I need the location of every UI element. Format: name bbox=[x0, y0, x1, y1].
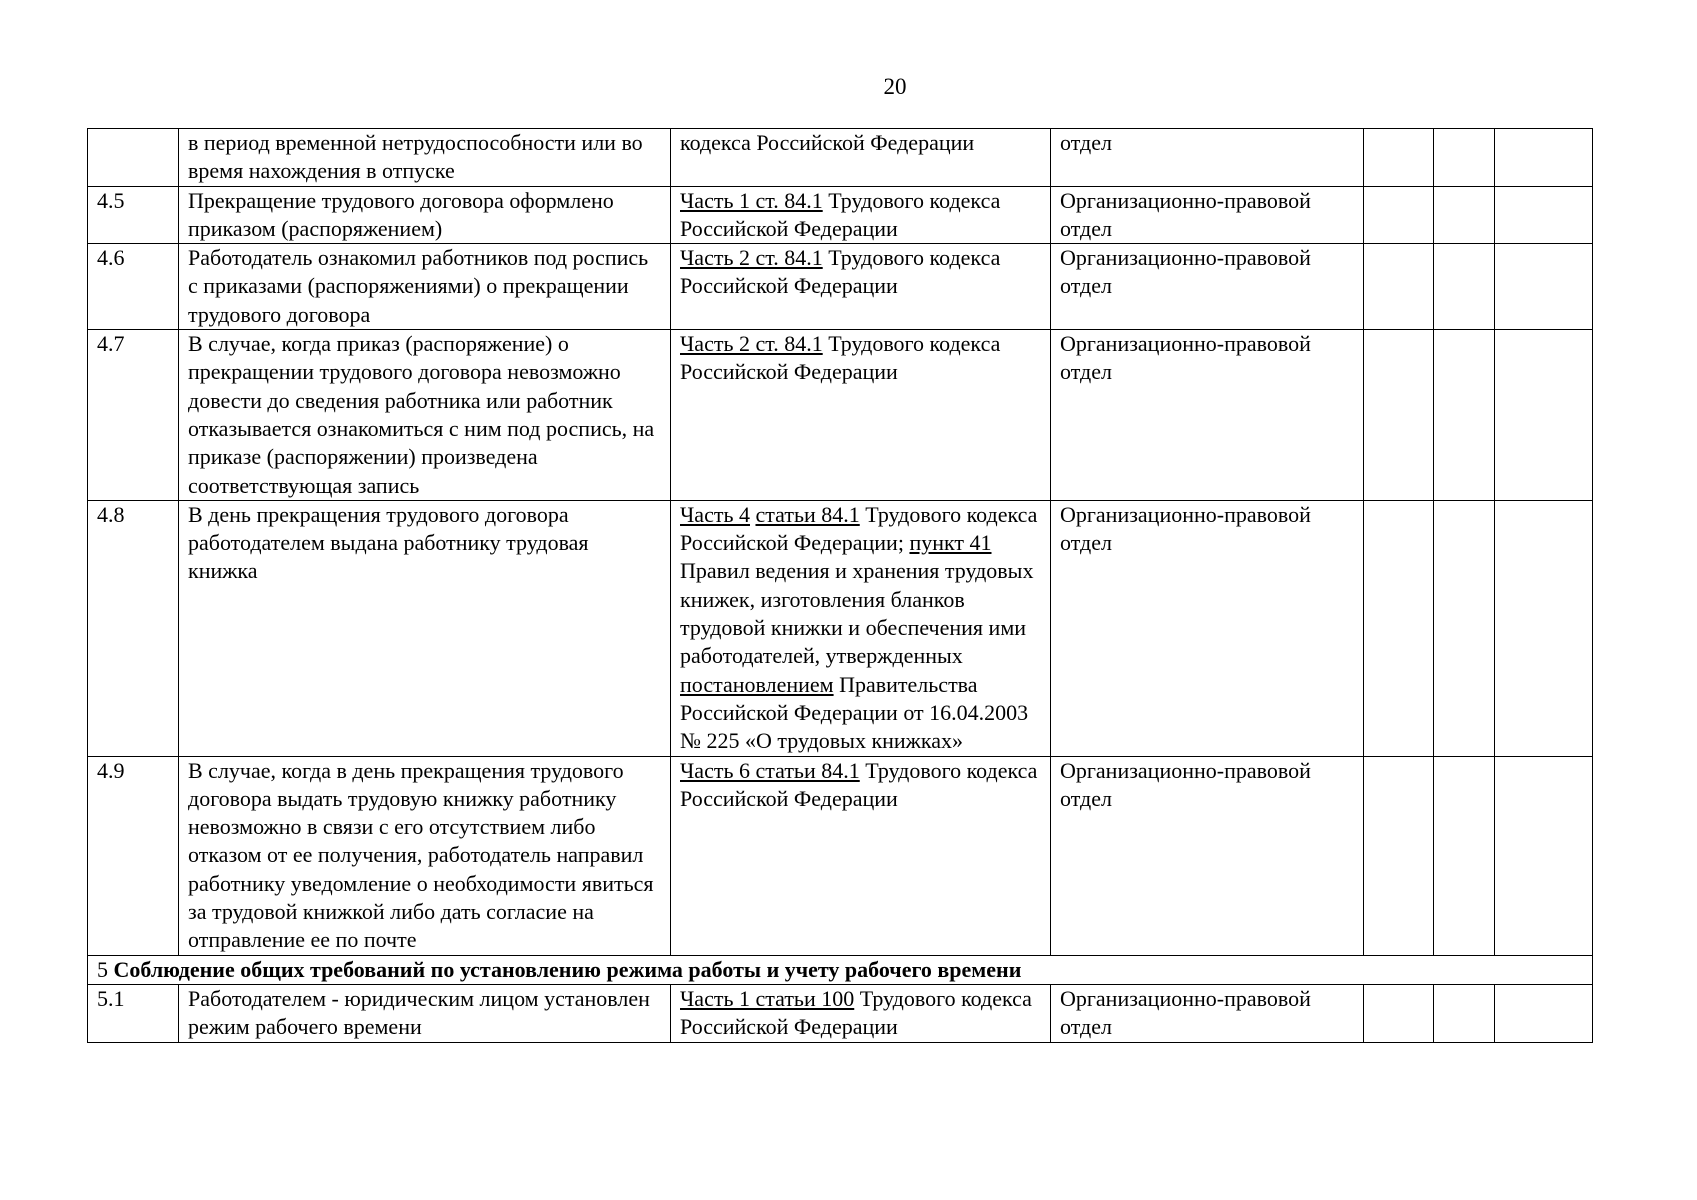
responsible-unit-cell: Организационно-правовой отдел bbox=[1051, 244, 1364, 330]
check-no-cell bbox=[1434, 330, 1495, 501]
requirement-cell: Прекращение трудового договора оформлено приказом (распоряжением) bbox=[179, 186, 671, 244]
note-cell bbox=[1495, 500, 1593, 756]
legal-basis-text: Трудового кодекса Российской Федерации; bbox=[680, 501, 1038, 556]
check-yes-cell bbox=[1364, 186, 1434, 244]
requirement-cell: Работодателем - юридическим лицом установлен режим рабочего времени bbox=[179, 984, 671, 1042]
section-heading bbox=[88, 955, 1593, 984]
requirement-cell: В день прекращения трудового договора работодателем выдана работнику трудовая книжка bbox=[179, 500, 671, 756]
item-number-cell: 4.8 bbox=[88, 500, 179, 756]
table-row bbox=[88, 129, 1593, 187]
table-row bbox=[88, 330, 1593, 501]
check-yes-cell bbox=[1364, 129, 1434, 187]
legal-basis-cell bbox=[671, 984, 1051, 1042]
requirement-cell: В случае, когда в день прекращения трудового договора выдать трудовую книжку работнику невозможно в связи с его отсутствием либо отказом от ее получения, работодатель направил работнику уведомление о необходимости явиться за трудовой книжкой либо дать согласие на отправление ее по почте bbox=[179, 756, 671, 955]
requirement-cell: Работодатель ознакомил работников под роспись с приказами (распоряжениями) о прекращении трудового договора bbox=[179, 244, 671, 330]
legal-reference-link: Часть 1 статьи 100 bbox=[680, 985, 855, 1011]
section-title: Соблюдение общих требований по установлению режима работы и учету рабочего времени bbox=[113, 956, 1022, 982]
note-cell bbox=[1495, 186, 1593, 244]
item-number-cell: 4.7 bbox=[88, 330, 179, 501]
table-row bbox=[88, 500, 1593, 756]
legal-basis-text: Правительства Российской Федерации от 16.04.2003 № 225 «О трудовых книжках» bbox=[680, 671, 1029, 754]
check-yes-cell bbox=[1364, 500, 1434, 756]
note-cell bbox=[1495, 330, 1593, 501]
requirement-cell: В случае, когда приказ (распоряжение) о прекращении трудового договора невозможно довести до сведения работника или работник отказывается ознакомиться с ним под роспись, на приказе (распоряжении) произведена соответствующая запись bbox=[179, 330, 671, 501]
responsible-unit-cell: Организационно-правовой отдел bbox=[1051, 330, 1364, 501]
requirement-cell: в период временной нетрудоспособности или во время нахождения в отпуске bbox=[179, 129, 671, 187]
section-row bbox=[88, 955, 1593, 984]
responsible-unit-cell: Организационно-правовой отдел bbox=[1051, 186, 1364, 244]
responsible-unit-cell: Организационно-правовой отдел bbox=[1051, 500, 1364, 756]
legal-basis-cell bbox=[671, 330, 1051, 501]
check-yes-cell bbox=[1364, 984, 1434, 1042]
item-number-cell: 4.9 bbox=[88, 756, 179, 955]
legal-basis-cell bbox=[671, 500, 1051, 756]
check-no-cell bbox=[1434, 500, 1495, 756]
legal-reference-link: статьи 84.1 bbox=[755, 501, 860, 527]
responsible-unit-cell: Организационно-правовой отдел bbox=[1051, 984, 1364, 1042]
table-row bbox=[88, 186, 1593, 244]
section-number: 5 bbox=[97, 956, 108, 982]
note-cell bbox=[1495, 129, 1593, 187]
legal-reference-link: Часть 6 статьи 84.1 bbox=[680, 757, 860, 783]
responsible-unit-cell: отдел bbox=[1051, 129, 1364, 187]
table-row bbox=[88, 756, 1593, 955]
legal-basis-text: Правил ведения и хранения трудовых книжек, изготовления бланков трудовой книжки и обеспечения ими работодателей, утвержденных bbox=[680, 558, 1034, 669]
item-number-cell bbox=[88, 129, 179, 187]
check-no-cell bbox=[1434, 984, 1495, 1042]
check-yes-cell bbox=[1364, 244, 1434, 330]
table-row bbox=[88, 984, 1593, 1042]
check-yes-cell bbox=[1364, 330, 1434, 501]
legal-basis-text: Трудового кодекса Российской Федерации bbox=[680, 187, 1001, 241]
legal-reference-link: Часть 4 bbox=[680, 501, 750, 527]
note-cell bbox=[1495, 756, 1593, 955]
legal-basis-text: Трудового кодекса Российской Федерации bbox=[680, 985, 1032, 1040]
page-number: 20 bbox=[883, 74, 907, 99]
responsible-unit-cell: Организационно-правовой отдел bbox=[1051, 756, 1364, 955]
check-yes-cell bbox=[1364, 756, 1434, 955]
note-cell bbox=[1495, 244, 1593, 330]
legal-basis-cell bbox=[671, 244, 1051, 330]
check-no-cell bbox=[1434, 244, 1495, 330]
legal-basis-text: Трудового кодекса Российской Федерации bbox=[680, 757, 1038, 811]
legal-basis-text: Трудового кодекса Российской Федерации bbox=[680, 245, 1001, 299]
legal-reference-link: пункт 41 bbox=[909, 530, 992, 556]
item-number-cell: 4.6 bbox=[88, 244, 179, 330]
legal-reference-link: Часть 1 ст. 84.1 bbox=[680, 187, 823, 213]
table-row bbox=[88, 244, 1593, 330]
legal-reference-link: Часть 2 ст. 84.1 bbox=[680, 245, 823, 271]
legal-basis-cell bbox=[671, 756, 1051, 955]
legal-basis-cell bbox=[671, 129, 1051, 187]
legal-basis-cell bbox=[671, 186, 1051, 244]
item-number-cell: 5.1 bbox=[88, 984, 179, 1042]
note-cell bbox=[1495, 984, 1593, 1042]
check-no-cell bbox=[1434, 756, 1495, 955]
legal-reference-link: Часть 2 ст. 84.1 bbox=[680, 331, 823, 357]
item-number-cell: 4.5 bbox=[88, 186, 179, 244]
check-no-cell bbox=[1434, 186, 1495, 244]
legal-basis-text: Трудового кодекса Российской Федерации bbox=[680, 331, 1001, 385]
legal-reference-link: постановлением bbox=[680, 671, 834, 697]
requirements-table bbox=[87, 128, 1593, 1043]
legal-basis-text: кодекса Российской Федерации bbox=[680, 130, 975, 155]
check-no-cell bbox=[1434, 129, 1495, 187]
